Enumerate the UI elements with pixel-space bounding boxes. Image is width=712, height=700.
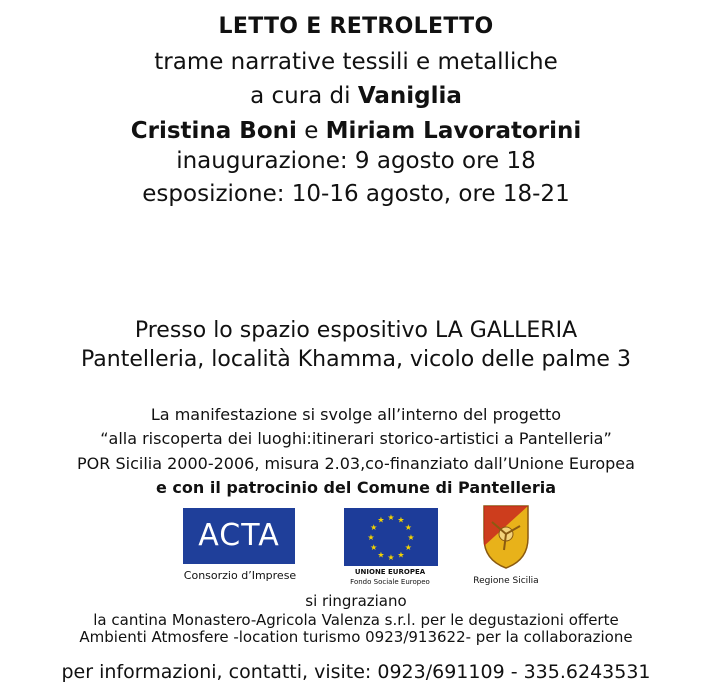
funding-line: POR Sicilia 2000-2006, misura 2.03,co-finanziato dall’Unione Europea [77, 454, 635, 473]
event-subtitle: trame narrative tessili e metalliche [154, 49, 558, 75]
svg-text:★: ★ [367, 533, 375, 542]
acta-caption: Consorzio d’Imprese [183, 569, 297, 582]
address-line: Pantelleria, località Khamma, vicolo delle palme 3 [81, 347, 631, 372]
sicilia-crest-logo [480, 502, 532, 572]
sicilia-caption: Regione Sicilia [473, 576, 539, 586]
svg-text:★: ★ [404, 523, 412, 532]
artists-line [0, 118, 712, 144]
svg-text:★: ★ [377, 550, 385, 560]
artist-name: Miriam Lavoratorini [325, 118, 582, 144]
inauguration-line: inaugurazione: 9 agosto ore 18 [176, 148, 536, 174]
thanks-line: Ambienti Atmosfere -location turismo 0923/913622- per la collaborazione [79, 628, 633, 646]
contact-line: per informazioni, contatti, visite: 0923/691109 - 335.6243531 [61, 661, 651, 683]
artists-conjunction: e [296, 118, 326, 144]
svg-text:★: ★ [370, 523, 378, 532]
acta-logo: ACTA [183, 508, 295, 564]
project-name-line: “alla riscoperta dei luoghi:itinerari storico-artistici a Pantelleria” [100, 429, 612, 448]
svg-text:★: ★ [387, 553, 395, 562]
project-line: La manifestazione si svolge all’interno del progetto [150, 405, 562, 424]
venue-line: Presso lo spazio espositivo LA GALLERIA [134, 318, 578, 343]
exhibition-dates-line: esposizione: 10-16 agosto, ore 18-21 [142, 181, 570, 207]
eu-stars-icon [344, 508, 438, 566]
svg-text:★: ★ [404, 543, 412, 552]
artist-name: Cristina Boni [130, 118, 297, 144]
event-title: LETTO E RETROLETTO [218, 14, 494, 39]
svg-text:★: ★ [397, 515, 405, 525]
svg-text:★: ★ [397, 550, 405, 560]
thanks-heading: si ringraziano [305, 592, 407, 610]
curator-name: Vaniglia [357, 83, 462, 109]
svg-text:★: ★ [370, 543, 378, 552]
svg-text:★: ★ [407, 533, 415, 542]
eu-caption: UNIONE EUROPEA [354, 568, 426, 576]
svg-text:★: ★ [377, 515, 385, 525]
svg-text:★: ★ [387, 513, 395, 522]
eu-flag-logo [344, 508, 438, 566]
patronage-line: e con il patrocinio del Comune di Pantelleria [155, 478, 557, 497]
thanks-line: la cantina Monastero-Agricola Valenza s.r.l. per le degustazioni offerte [93, 611, 619, 629]
curator-line [0, 83, 712, 109]
curated-by-label: a cura di [250, 83, 358, 109]
eu-fund-caption: Fondo Sociale Europeo [350, 578, 430, 586]
